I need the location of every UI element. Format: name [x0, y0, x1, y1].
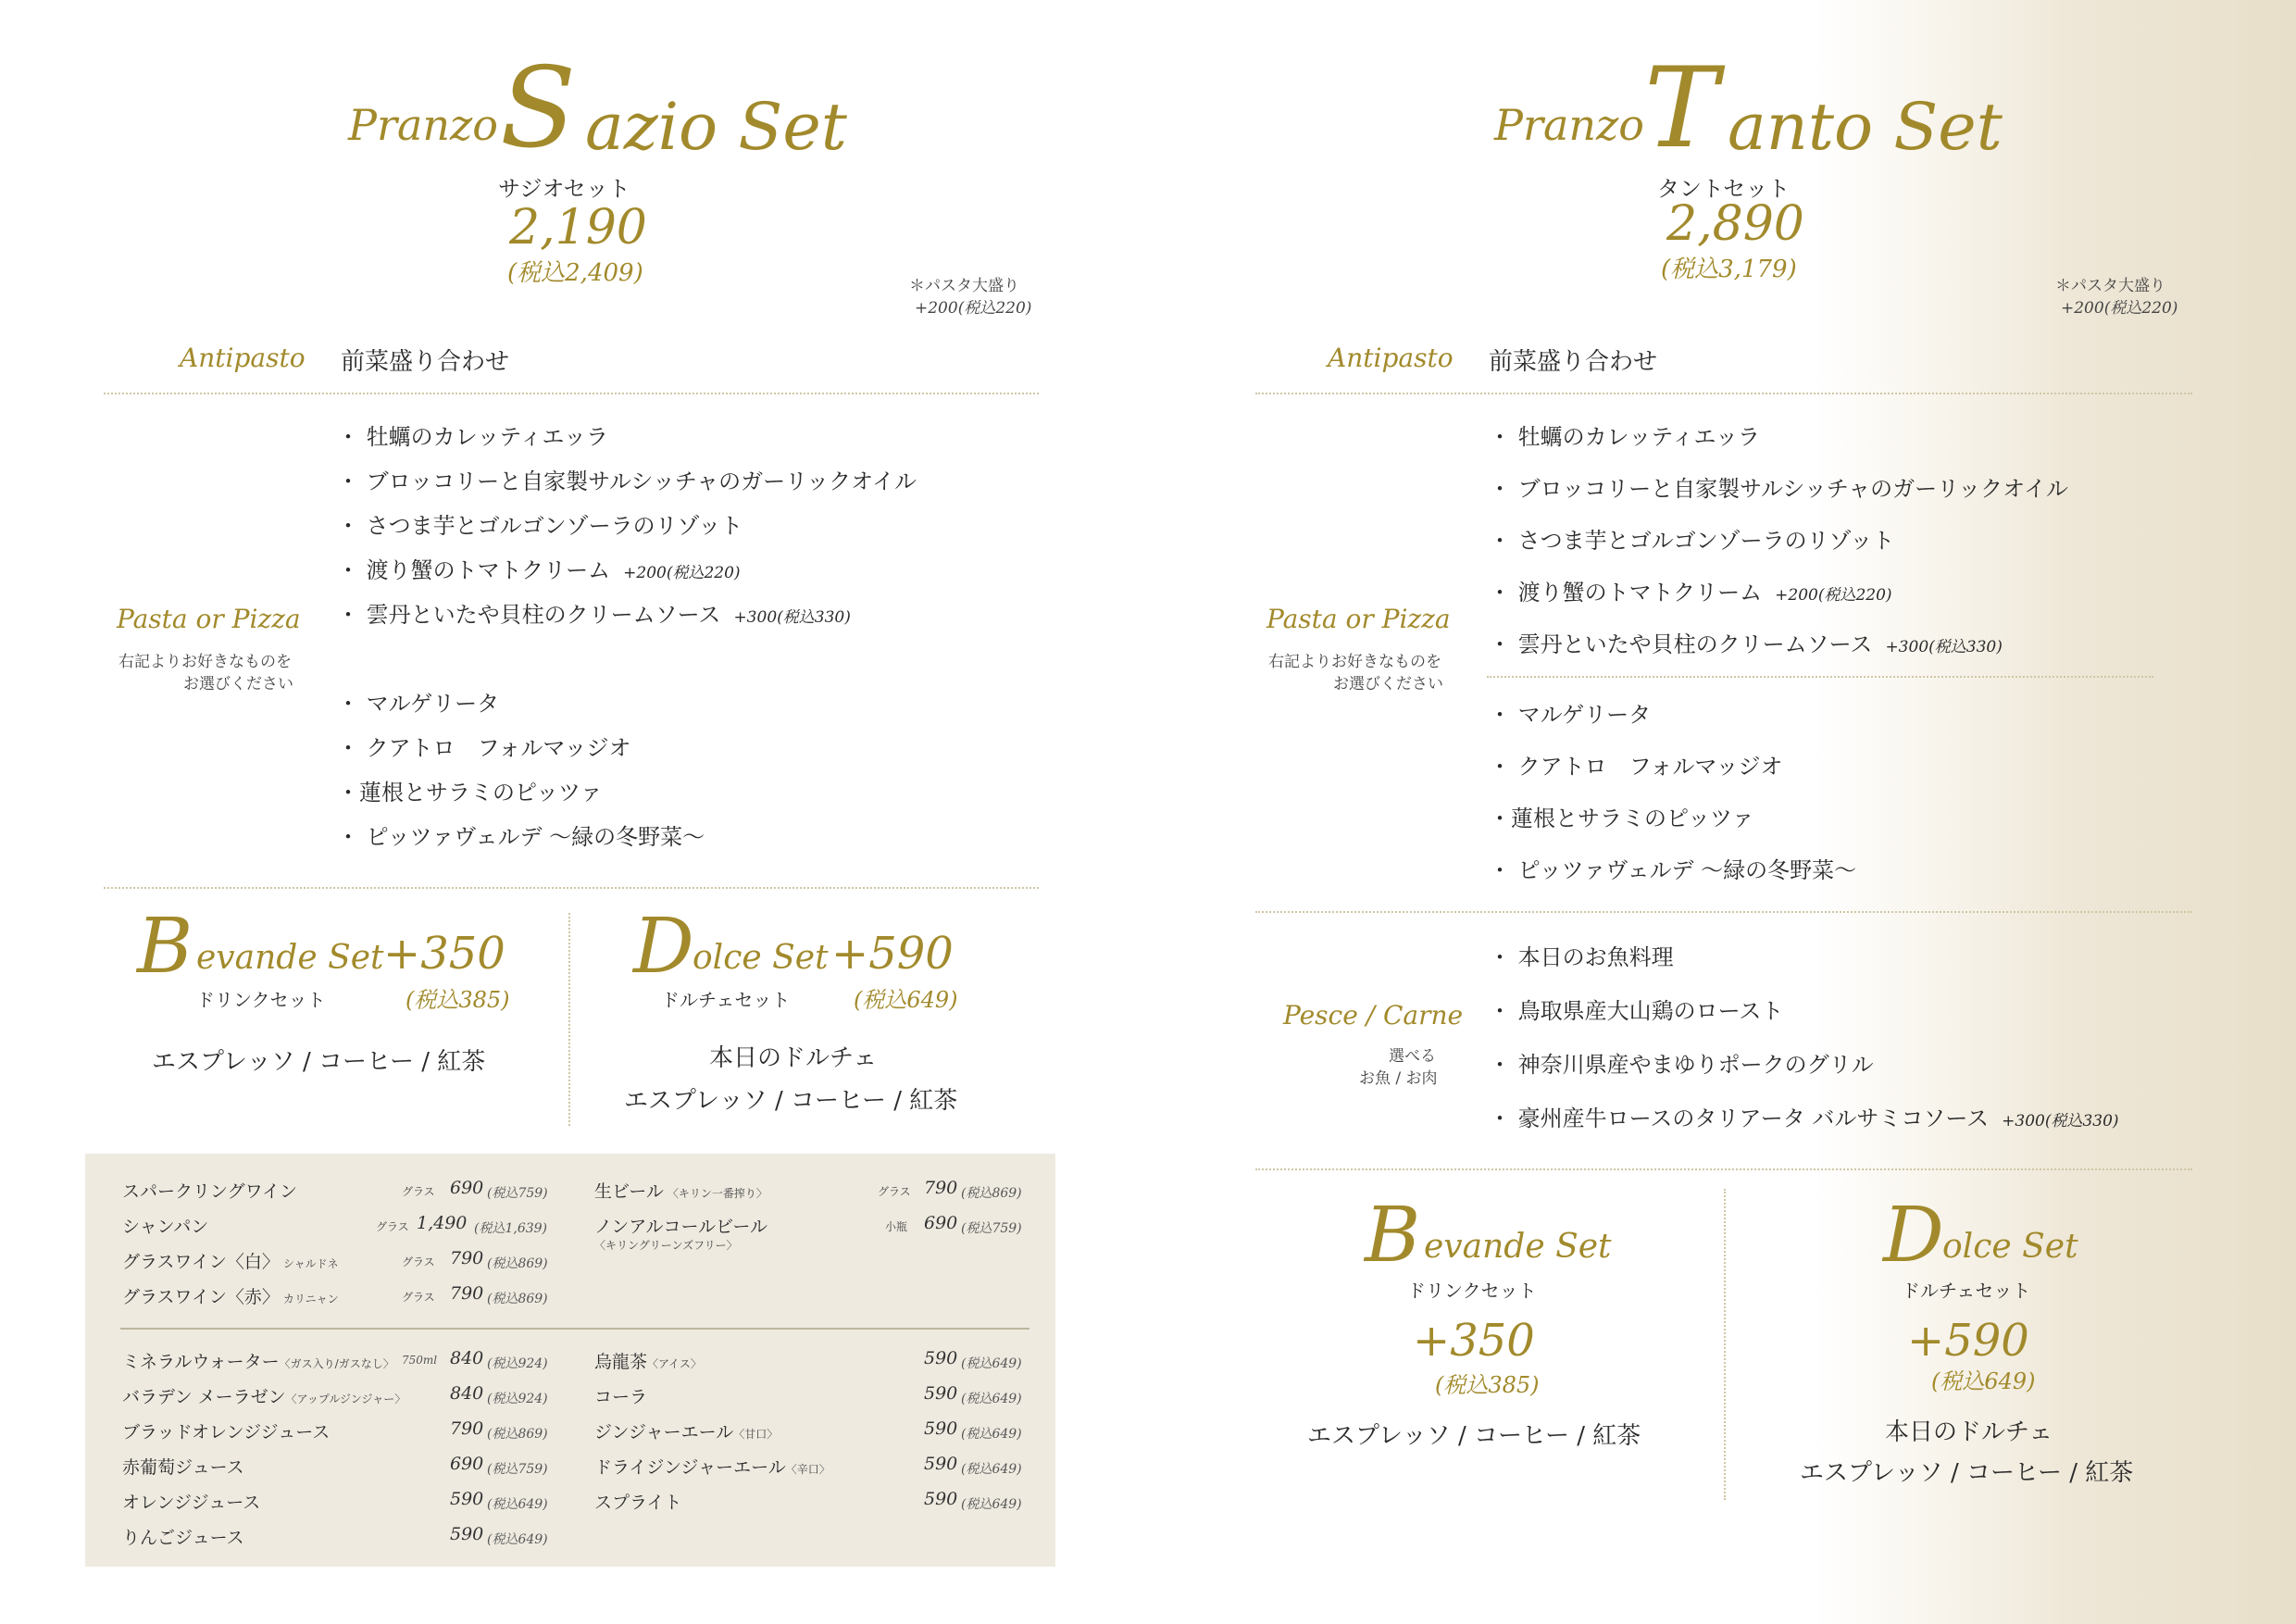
list-item: ・ クアトロ フォルマッジオ	[337, 735, 631, 761]
drink-price: 790	[924, 1178, 958, 1198]
drink-label: バラデン メーラゼン	[122, 1387, 286, 1407]
divider	[1255, 911, 2192, 913]
sazio-kana: サジオセット	[498, 176, 630, 202]
drink-name	[594, 1454, 830, 1479]
drink-separator	[120, 1328, 1029, 1330]
item-name: ・ 渡り蟹のトマトクリーム	[1489, 580, 1763, 606]
divider	[568, 913, 570, 1126]
drink-name: 赤葡萄ジュース	[122, 1457, 244, 1478]
tanto-dolce-desc2: エスプレッソ / コーヒー / 紅茶	[1800, 1459, 2134, 1487]
tanto-antipasto-item: 前菜盛り合わせ	[1489, 348, 1658, 376]
list-item: ・ さつま芋とゴルゴンゾーラのリゾット	[1489, 528, 1895, 554]
sazio-pasta-sub1: 右記よりお好きなものを	[119, 653, 292, 671]
drink-price: 690	[450, 1454, 484, 1474]
drink-tax: (税込649)	[487, 1497, 548, 1512]
divider	[1487, 676, 2153, 678]
list-item: ・ 本日のお魚料理	[1489, 944, 1674, 970]
item-surcharge: +200(税込220)	[1775, 586, 1892, 605]
list-item	[337, 552, 741, 584]
drink-name: スプライト	[594, 1493, 682, 1513]
sazio-bevande-desc: エスプレッソ / コーヒー / 紅茶	[152, 1048, 486, 1076]
tanto-pasta-sub2: お選びください	[1333, 675, 1443, 693]
drink-variety: 〈辛口〉	[785, 1463, 830, 1476]
drink-price: 790	[450, 1283, 484, 1304]
list-item: ・ マルゲリータ	[337, 691, 500, 717]
tanto-kana: タントセット	[1657, 176, 1791, 202]
tanto-bevande-price: +350	[1413, 1315, 1535, 1367]
drink-name	[122, 1348, 394, 1373]
tanto-pesce-label: Pesce / Carne	[1283, 1000, 1464, 1031]
sazio-title: azio Set	[585, 89, 847, 165]
tanto-bevande-title: evande Set	[1424, 1228, 1612, 1266]
drink-variety: 〈ガス入り/ガスなし〉	[279, 1357, 394, 1370]
item-name: ・ 豪州産牛ロースのタリアータ バルサミコソース	[1489, 1106, 1990, 1131]
sazio-dolce-price: +590	[831, 928, 954, 980]
item-surcharge: +300(税込330)	[1885, 638, 2003, 656]
drink-unit: グラス	[376, 1220, 409, 1233]
tanto-pesce-sub1: 選べる	[1389, 1047, 1436, 1066]
sazio-dolce-desc1: 本日のドルチェ	[709, 1044, 878, 1072]
drink-name	[594, 1178, 767, 1203]
drink-price: 590	[924, 1418, 958, 1439]
sazio-dolce-tax: (税込649)	[854, 987, 958, 1013]
drink-name	[122, 1383, 406, 1408]
list-item: ・ 牡蠣のカレッティエッラ	[1489, 424, 1760, 450]
list-item: ・蓮根とサラミのピッツァ	[1489, 806, 1754, 831]
sazio-bevande-kana: ドリンクセット	[196, 989, 326, 1011]
sazio-note-large: ＊パスタ大盛り	[909, 277, 1019, 295]
divider	[104, 393, 1039, 394]
drink-variety: 〈甘口〉	[733, 1428, 779, 1441]
divider	[1255, 1168, 2192, 1170]
drink-price: 590	[924, 1383, 958, 1404]
drink-tax: (税込649)	[961, 1392, 1022, 1406]
list-item: ・蓮根とサラミのピッツァ	[337, 780, 603, 806]
sazio-dolce-kana: ドルチェセット	[661, 989, 791, 1011]
tanto-pranzo-label: Pranzo	[1494, 100, 1644, 150]
sazio-bevande-initial: B	[137, 903, 193, 991]
drink-name: りんごジュース	[122, 1528, 244, 1548]
drink-name	[122, 1283, 339, 1308]
divider	[104, 887, 1039, 889]
drink-name: シャンパン	[122, 1217, 209, 1237]
tanto-price: 2,890	[1666, 196, 1804, 252]
drink-tax: (税込759)	[487, 1462, 548, 1477]
drink-price: 590	[450, 1489, 484, 1509]
drink-label: ジンジャーエール	[594, 1422, 734, 1443]
drink-variety: 〈キリン一番搾り〉	[667, 1187, 767, 1200]
drink-price: 690	[450, 1178, 484, 1198]
sazio-bevande-tax: (税込385)	[406, 987, 510, 1013]
tanto-pasta-sub1: 右記よりお好きなものを	[1268, 653, 1441, 671]
sazio-antipasto-item: 前菜盛り合わせ	[341, 348, 510, 376]
tanto-antipasto-label: Antipasto	[1328, 343, 1454, 373]
sazio-dolce-desc2: エスプレッソ / コーヒー / 紅茶	[624, 1087, 958, 1115]
item-surcharge: +300(税込330)	[733, 608, 851, 627]
item-surcharge: +200(税込220)	[623, 564, 741, 582]
drink-tax: (税込649)	[961, 1497, 1022, 1512]
drink-unit: 750ml	[402, 1354, 438, 1367]
list-item: ・ ブロッコリーと自家製サルシッチャのガーリックオイル	[337, 468, 917, 494]
drink-label: 生ビール	[594, 1181, 664, 1202]
tanto-bevande-kana: ドリンクセット	[1407, 1280, 1537, 1302]
tanto-pesce-sub2: お魚 / お肉	[1359, 1069, 1438, 1088]
drink-tax: (税込759)	[961, 1221, 1022, 1236]
list-item	[337, 596, 851, 629]
item-surcharge: +300(税込330)	[2002, 1112, 2119, 1131]
drink-price: 1,490	[417, 1213, 468, 1233]
drink-tax: (税込649)	[961, 1427, 1022, 1442]
list-item	[1489, 1100, 2119, 1132]
list-item: ・ 鳥取県産大山鶏のロースト	[1489, 998, 1784, 1024]
list-item: ・ クアトロ フォルマッジオ	[1489, 754, 1783, 780]
list-item: ・ ピッツァヴェルデ 〜緑の冬野菜〜	[337, 824, 705, 850]
sazio-tax: (税込2,409)	[507, 259, 643, 287]
tanto-note-large: ＊パスタ大盛り	[2055, 277, 2165, 295]
drink-name: スパークリングワイン	[122, 1181, 298, 1202]
drink-tax: (税込1,639)	[474, 1221, 548, 1236]
item-name: ・ 雲丹といたや貝柱のクリームソース	[1489, 631, 1873, 657]
drink-name: ノンアルコールビール	[594, 1217, 767, 1237]
drink-price: 790	[450, 1418, 484, 1439]
tanto-bevande-tax: (税込385)	[1435, 1372, 1540, 1398]
drink-unit: グラス	[402, 1255, 435, 1268]
drink-label: ドライジンジャーエール	[594, 1457, 786, 1478]
tanto-bevande-initial: B	[1365, 1192, 1421, 1280]
tanto-dolce-tax: (税込649)	[1931, 1368, 2036, 1394]
drink-variety: 〈キリングリーンズフリー〉	[594, 1239, 738, 1252]
list-item: ・ 牡蠣のカレッティエッラ	[337, 424, 608, 450]
tanto-title: anto Set	[1728, 89, 2003, 165]
drink-variety: 〈アイス〉	[647, 1357, 702, 1370]
item-name: ・ 雲丹といたや貝柱のクリームソース	[337, 602, 721, 628]
drink-name: コーラ	[594, 1387, 648, 1407]
sazio-bevande-price: +350	[383, 928, 505, 980]
tanto-pasta-label: Pasta or Pizza	[1267, 604, 1451, 634]
list-item: ・ マルゲリータ	[1489, 702, 1652, 728]
drink-label: 烏龍茶	[594, 1352, 648, 1372]
drink-tax: (税込869)	[487, 1256, 548, 1271]
drink-price: 590	[924, 1489, 958, 1509]
tanto-title-initial: T	[1644, 44, 1719, 173]
list-item: ・ ピッツァヴェルデ 〜緑の冬野菜〜	[1489, 857, 1857, 883]
drink-name: ブラッドオレンジジュース	[122, 1422, 331, 1443]
drink-name	[594, 1418, 778, 1443]
tanto-dolce-title: olce Set	[1942, 1228, 2078, 1266]
tanto-dolce-desc1: 本日のドルチェ	[1885, 1418, 2053, 1446]
drink-price: 590	[450, 1524, 484, 1544]
drink-unit: 小瓶	[885, 1220, 908, 1233]
sazio-note-price: +200(税込220)	[915, 299, 1032, 318]
sazio-pranzo-label: Pranzo	[348, 100, 498, 150]
tanto-dolce-initial: D	[1883, 1192, 1944, 1280]
drink-tax: (税込924)	[487, 1356, 548, 1371]
drink-tax: (税込869)	[487, 1292, 548, 1306]
sazio-title-initial: S	[500, 44, 577, 173]
drink-price: 840	[450, 1383, 484, 1404]
list-item: ・ さつま芋とゴルゴンゾーラのリゾット	[337, 513, 743, 539]
drink-label: ミネラルウォーター	[122, 1352, 280, 1372]
drink-price: 590	[924, 1454, 958, 1474]
sazio-dolce-title: olce Set	[693, 939, 829, 977]
sazio-dolce-initial: D	[633, 903, 694, 991]
list-item	[1489, 626, 2003, 658]
drink-tax: (税込649)	[487, 1532, 548, 1547]
sazio-pasta-sub2: お選びください	[183, 675, 293, 693]
drink-price: 840	[450, 1348, 484, 1368]
drink-unit: グラス	[402, 1185, 435, 1198]
sazio-price: 2,190	[509, 200, 647, 256]
drink-tax: (税込649)	[961, 1462, 1022, 1477]
drink-variety: シャルドネ	[282, 1257, 339, 1270]
drink-price: 590	[924, 1348, 958, 1368]
drink-label: グラスワイン〈白〉	[122, 1252, 280, 1272]
drink-variety: 〈アップルジンジャー〉	[285, 1393, 406, 1405]
drink-tax: (税込759)	[487, 1186, 548, 1201]
tanto-bevande-desc: エスプレッソ / コーヒー / 紅茶	[1307, 1422, 1641, 1450]
drink-label: グラスワイン〈赤〉	[122, 1287, 280, 1307]
tanto-dolce-kana: ドルチェセット	[1902, 1280, 2031, 1302]
drink-tax: (税込869)	[487, 1427, 548, 1442]
drink-unit: グラス	[402, 1291, 435, 1304]
sazio-bevande-title: evande Set	[196, 939, 384, 977]
drink-name	[594, 1348, 702, 1373]
drink-price: 790	[450, 1248, 484, 1268]
list-item	[1489, 574, 1892, 606]
drink-variety: カリニャン	[282, 1293, 339, 1305]
drink-tax: (税込869)	[961, 1186, 1022, 1201]
list-item: ・ 神奈川県産やまゆりポークのグリル	[1489, 1052, 1874, 1078]
tanto-tax: (税込3,179)	[1661, 256, 1797, 283]
drink-tax: (税込649)	[961, 1356, 1022, 1371]
drink-unit: グラス	[878, 1185, 911, 1198]
drink-price: 690	[924, 1213, 958, 1233]
parchment-background	[1815, 0, 2296, 1624]
sazio-pasta-label: Pasta or Pizza	[117, 604, 301, 634]
drink-name: オレンジジュース	[122, 1493, 261, 1513]
drink-name	[122, 1248, 339, 1273]
divider	[1255, 393, 2192, 394]
tanto-note-price: +200(税込220)	[2061, 299, 2178, 318]
item-name: ・ 渡り蟹のトマトクリーム	[337, 557, 611, 583]
tanto-dolce-price: +590	[1907, 1315, 2029, 1367]
sazio-antipasto-label: Antipasto	[180, 343, 306, 373]
divider	[1724, 1189, 1726, 1500]
drink-tax: (税込924)	[487, 1392, 548, 1406]
list-item: ・ ブロッコリーと自家製サルシッチャのガーリックオイル	[1489, 476, 2068, 502]
